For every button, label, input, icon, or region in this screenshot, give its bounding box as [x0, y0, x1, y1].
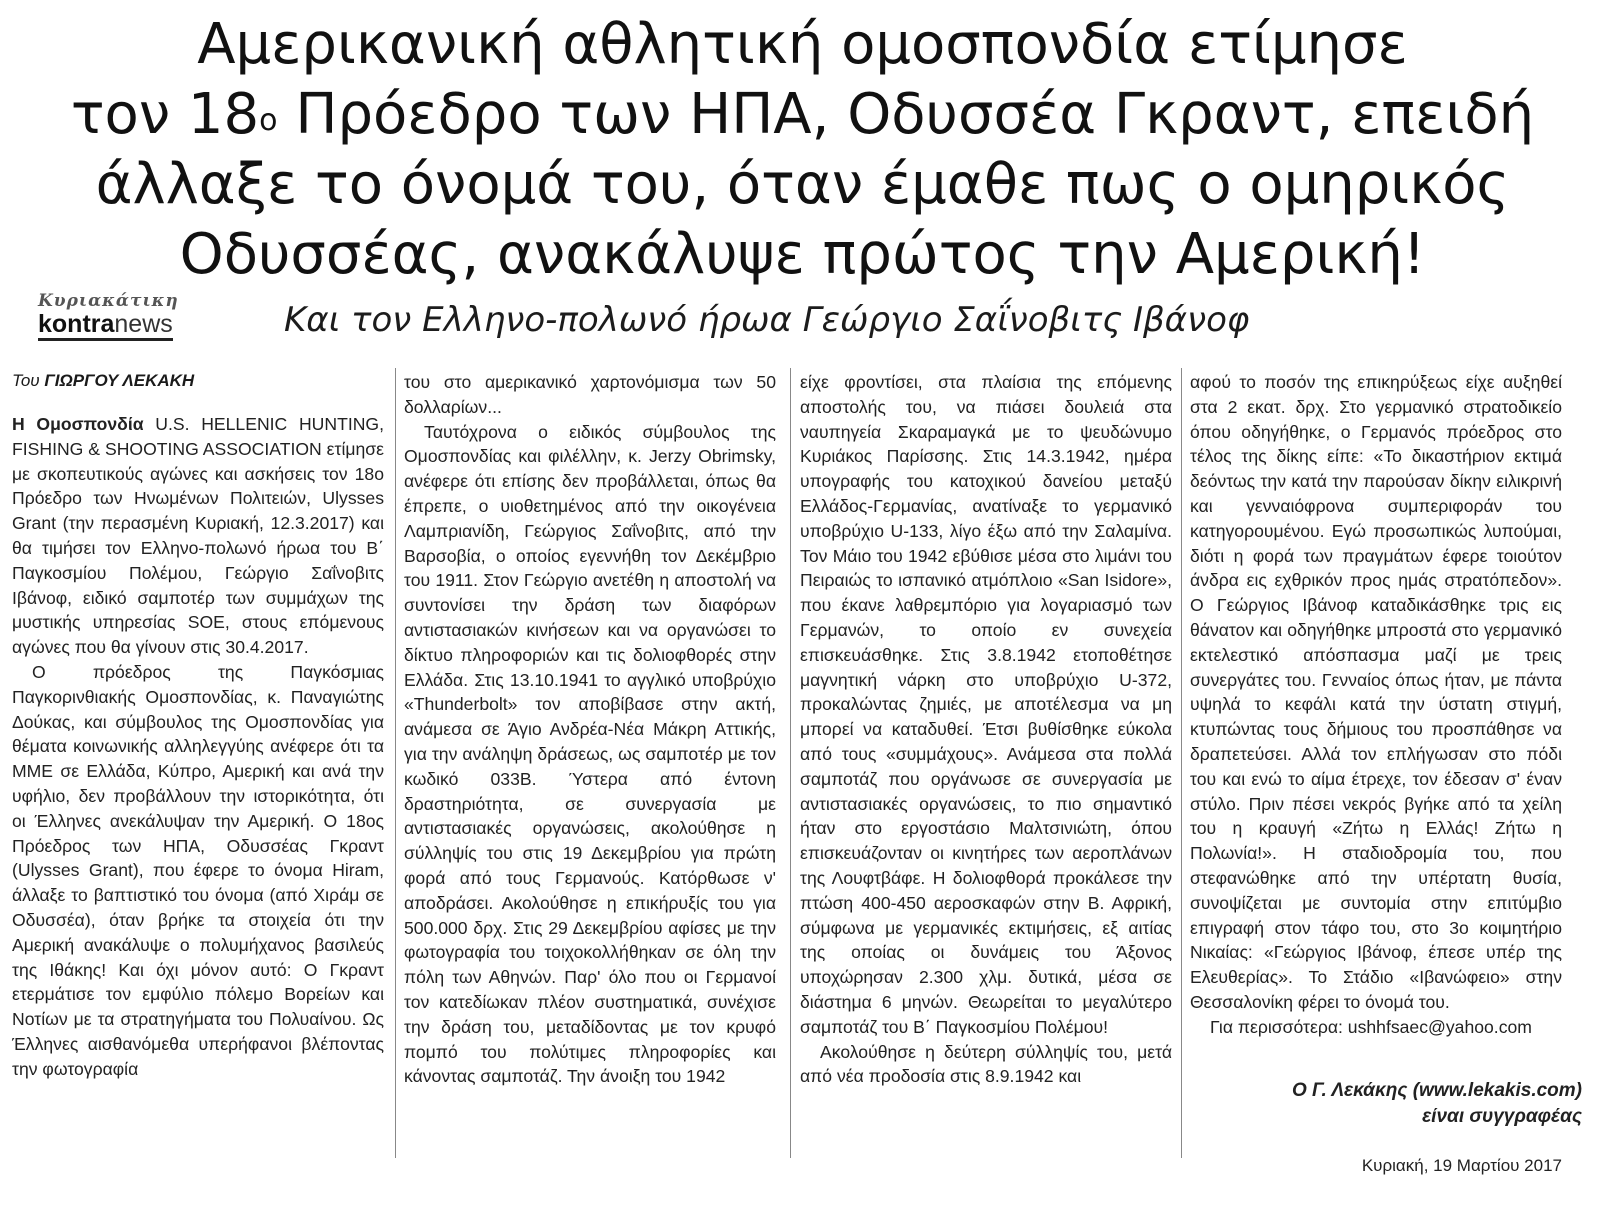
column-divider — [395, 368, 396, 1158]
subheadline: Και τον Ελληνο-πολωνό ήρωα Γεώργιο Σαΐνοβιτς Ιβάνοφ — [284, 300, 1250, 340]
kontranews-logo — [38, 292, 226, 341]
lead-in: Η Ομοσπονδία — [12, 414, 144, 434]
logo-brand-light: news — [114, 310, 173, 338]
author-byline — [12, 371, 194, 391]
publication-date: Κυριακή, 19 Μαρτίου 2017 — [1361, 1156, 1562, 1175]
paragraph: Ο πρόεδρος της Παγκόσμιας Παγκορινθιακής Ομοσπονδίας, κ. Παναγιώτης Δούκας, και σύμβουλος της Ομοσπονδίας για θέματα κοινωνικής αλληλεγγύης ανέφερε ότι τα ΜΜΕ σε Ελλάδα, Κύπρο, Αμερική και ανά την υφήλιο, δεν προβάλλουν την ιστορικότητα, ότι οι Έλληνες ανεκάλυψαν την Αμερική. Ο 18ος Πρόεδρος των ΗΠΑ, Οδυσσέας Γκραντ (Ulysses Grant), που έφερε το όνομα Hiram, άλλαξε το βαπτιστικό του όνομα (από Χιράμ σε Οδυσσέα), όταν βρήκε τα στοιχεία ότι την Αμερική ανακάλυψε ο πολυμήχανος βασιλεύς της Ιθάκης! Και όχι μόνον αυτό: Ο Γκραντ ετερμάτισε τον εμφύλιο πόλεμο Βορείων και Νοτίων με τα στρατηγήματα του Πολυαίνου. Ως Έλληνες αισθανόμεθα υπερήφανοι βλέποντας την φωτογραφία — [12, 661, 384, 1079]
headline-line-3: άλλαξε το όνομά του, όταν έμαθε πως ο ομηρικός — [95, 152, 1510, 217]
article-column-2 — [404, 370, 776, 1089]
logo-brand-bold: kontra — [38, 310, 115, 338]
headline-line-2-pre: τον 18 — [70, 82, 260, 147]
headline-superscript: ο — [259, 103, 278, 138]
headline-line-2-post: Πρόεδρο των ΗΠΑ, Οδυσσέα Γκραντ, επειδή — [277, 82, 1535, 147]
paragraph-text: U.S. HELLENIC HUNTING, FISHING & SHOOTING ASSOCIATION ετίμησε με σκοπευτικούς αγώνες και ασκήσεις τον 18ο Πρόεδρο των Ηνωμένων Πολιτειών, Ulysses Grant (την περασμένη Κυριακή, 12.3.2017) και θα τιμήσει τον Ελληνο-πολωνό ήρωα του Β΄ Παγκοσμίου Πολέμου, Γεώργιο Σαΐνοβιτς Ιβάνοφ, ειδικό σαμποτέρ των συμμάχων της μυστικής υπηρεσίας SOE, στους επόμενους αγώνες που θα γίνουν στις 30.4.2017. — [12, 414, 384, 658]
logo-top-text: Κυριακάτικη — [38, 291, 179, 311]
article-column-4 — [1190, 370, 1562, 1040]
paragraph: είχε φροντίσει, στα πλαίσια της επόμενης αποστολής του, να πιάσει δουλειά στα ναυπηγεία Σκαραμαγκά με το ψευδώνυμο Κυριάκος Παρίσσης. Στις 14.3.1942, ημέρα υπογραφής του κατοχικού δανείου μεταξύ Ελλάδος-Γερμανίας, ανατίναξε το γερμανικό υποβρύχιο U-133, λίγο έξω από την Σαλαμίνα. Τον Μάιο του 1942 εβύθισε μέσα στο λιμάνι του Πειραιώς το ισπανικό ατμόπλοιο «San Isidore», που έκανε λαθρεμπόριο για λογαριασμό των Γερμανών, το οποίο εν συνεχεία επισκευάσθηκε. Στις 3.8.1942 ετοποθέτησε μαγνητική νάρκη στο υποβρύχιο U-372, προκαλώντας ζημιές, με αποτέλεσμα να μη μπορεί να καταδυθεί. Έτσι βυθίσθηκε εύκολα από τους «συμμάχους». Ανάμεσα στα πολλά σαμποτάζ που οργάνωσε σε συνεργασία με αντιστασιακές οργανώσεις, το πιο σημαντικό ήταν στο εργοστάσιο Μαλτσινιώτη, όπου επισκευάζονταν οι κινητήρες των αεροπλάνων της Λουφτβάφε. Η δολιοφθορά προκάλεσε την πτώση 400-450 αεροσκαφών στην Β. Αφρική, σύμφωνα με γερμανικές εκτιμήσεις, εξ αιτίας της οποίας οι δυνάμεις του Άξονος υποχώρησαν 2.300 χλμ. δυτικά, μέσα σε διάστημα 6 μηνών. Θεωρείται το μεγαλύτερο σαμποτάζ του Β΄ Παγκοσμίου Πολέμου! — [800, 372, 1172, 1037]
logo-brand — [38, 310, 173, 341]
paragraph: Ταυτόχρονα ο ειδικός σύμβουλος της Ομοσπονδίας και φιλέλλην, κ. Jerzy Obrimsky, ανέφερε ότι επίσης δεν προβάλλεται, όπως θα έπρεπε, ο υιοθετημένος από την οικογένεια Λαμπριανίδη, Γεώργιος Σαΐνοβιτς, από την Βαρσοβία, ο οποίος εγεννήθη τον Δεκέμβριο του 1911. Στον Γεώργιο ανετέθη η αποστολή να συντονίσει την δράση των διαφόρων αντιστασιακών κινήσεων και να οργανώσει το δίκτυο πληροφοριών και τις δολιοφθορές στην Ελλάδα. Στις 13.10.1941 το αγγλικό υποβρύχιο «Thunderbolt» τον αποβίβασε στην ακτή, ανάμεσα σε Άγιο Ανδρέα-Νέα Μάκρη Αττικής, για την ανάληψη δράσεως, ως σαμποτέρ με τον κωδικό 033B. Ύστερα από έντονη δραστηριότητα, σε συνεργασία με αντιστασιακές οργανώσεις, ακολούθησε η σύλληψίς του στις 19 Δεκεμβρίου για πρώτη φορά από τους Γερμανούς. Κατόρθωσε ν' αποδράσει. Ακολούθησε η επικήρυξίς του για 500.000 δρχ. Στις 29 Δεκεμβρίου αφίσες με την φωτογραφία του τοιχοκολλήθηκαν σε όλη την πόλη των Αθηνών. Παρ' όλο που οι Γερμανοί τον κατεδίωκαν πλέον συστηματικά, συνέχισε την δράση του, μεταδίδοντας με τον κρυφό πομπό του πολύτιμες πληροφορίες και κάνοντας σαμποτάζ. Την άνοιξη του 1942 — [404, 421, 776, 1087]
headline-line-4: Οδυσσέας, ανακάλυψε πρώτος την Αμερική! — [179, 222, 1426, 287]
headline — [40, 10, 1565, 290]
signature-line-1: Ο Γ. Λεκάκης (www.lekakis.com) — [1291, 1080, 1582, 1101]
author-signature — [1292, 1078, 1582, 1130]
paragraph: αφού το ποσόν της επικηρύξεως είχε αυξηθεί στα 2 εκατ. δρχ. Στο γερμανικό στρατοδικείο όπου οδηγήθηκε, ο Γερμανός πρόεδρος στο τέλος της δίκης είπε: «Το δικαστήριον εκτιμά δεόντως την κατά την παρούσαν δίκην ειλικρινή και γενναιόφρονα συμπεριφοράν του κατηγορουμένου. Εγώ προσωπικώς λυπούμαι, διότι η φορά των πραγμάτων έφερε τοιούτον άνδρα εις εχθρικόν προς ημάς στρατόπεδον». Ο Γεώργιος Ιβάνοφ καταδικάσθηκε τρις εις θάνατον και οδηγήθηκε μπροστά στο γερμανικό εκτελεστικό απόσπασμα μαζί με τρεις συνεργάτες του. Γενναίος όπως ήταν, με πάντα υψηλά το κεφάλι κατά την ύστατη στιγμή, κτυπώντας τους δήμιους του προσπάθησε να δραπετεύσει. Αλλά τον επλήγωσαν στο πόδι του και ενώ το αίμα έτρεχε, τον έδεσαν σ' έναν στύλο. Πριν πέσει νεκρός βγήκε από τα χείλη του η κραυγή «Ζήτω η Ελλάς! Ζήτω η Πολωνία!». Η σταδιοδρομία του, που στεφανώθηκε από την υπέρτατη θυσία, συνοψίζεται με συντομία στην επιτύμβιο επιγραφή στον τάφο του, στο 3ο κοιμητήριο Νικαίας: «Γεώργιος Ιβάνοφ, έπεσε υπέρ της Ελευθερίας». Το Στάδιο «Ιβανώφειο» στην Θεσσαλονίκη φέρει το όνομά του. — [1190, 372, 1562, 1012]
author-prefix: Του — [12, 371, 45, 390]
author-name: ΓΙΩΡΓΟΥ ΛΕΚΑΚΗ — [44, 371, 195, 390]
headline-line-1: Αμερικανική αθλητική ομοσπονδία ετίμησε — [197, 12, 1408, 77]
signature-line-2: είναι συγγραφέας — [1422, 1106, 1582, 1127]
column-divider — [1181, 368, 1182, 1158]
article-column-3 — [800, 370, 1172, 1089]
column-divider — [790, 368, 791, 1158]
paragraph — [12, 412, 384, 660]
paragraph: Ακολούθησε η δεύτερη σύλληψίς του, μετά από νέα προδοσία στις 8.9.1942 και — [800, 1041, 1172, 1087]
article-column-1 — [12, 412, 384, 1082]
contact-line: Για περισσότερα: ushhfsaec@yahoo.com — [1210, 1016, 1532, 1037]
paragraph: του στο αμερικανικό χαρτονόμισμα των 50 δολλαρίων... — [404, 372, 776, 417]
headline-line-2 — [40, 80, 1565, 150]
